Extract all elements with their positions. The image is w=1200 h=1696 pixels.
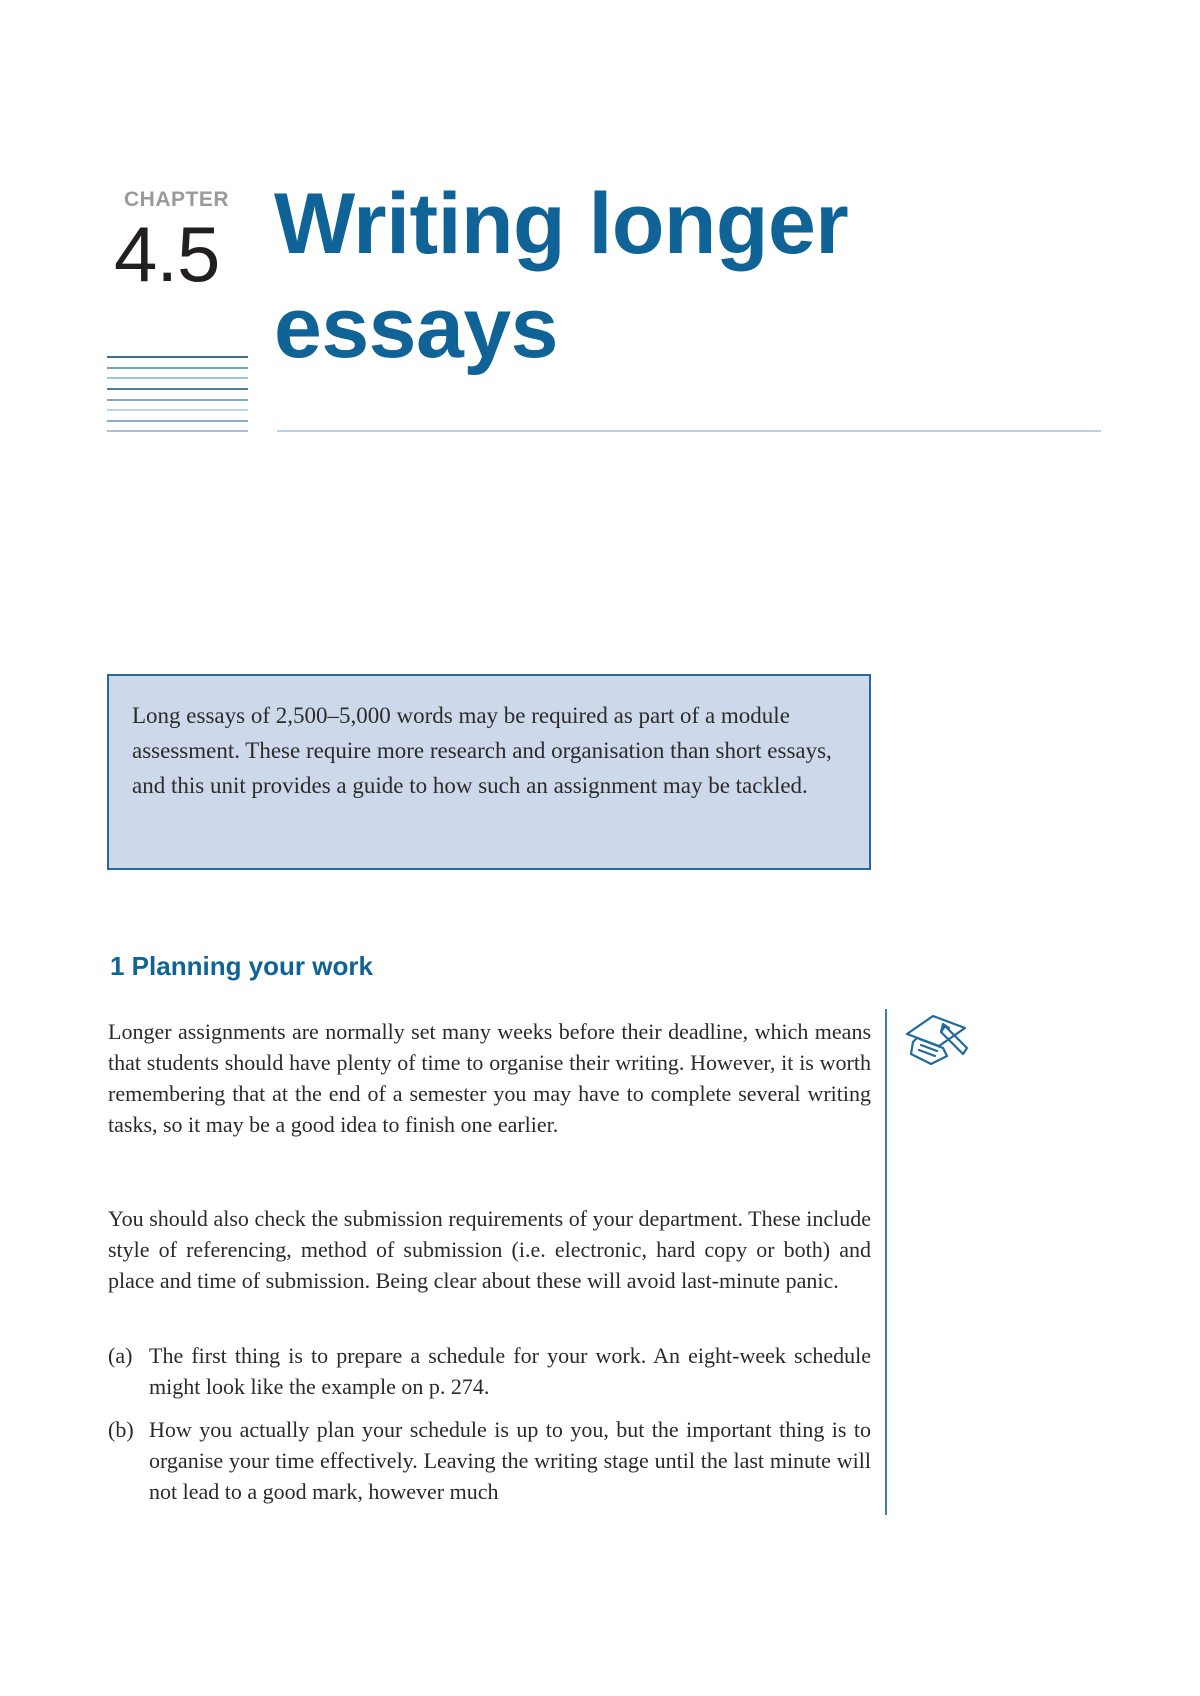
body-paragraph: Longer assignments are normally set many weeks before their deadline, which means that students should have plenty of time to organise their writing. However, it is worth remembering that at the end of a semester you may have to complete several writing tasks, so it may be a good idea to finish one earlier. — [108, 1019, 871, 1137]
list-text: How you actually plan your schedule is up to you, but the important thing is to organise your time effectively. Leaving the writing stage until the last minute will not lead to a good mark, however much — [149, 1417, 871, 1504]
list-item — [108, 1414, 871, 1507]
decorative-line — [107, 356, 248, 358]
chapter-summary-box — [107, 674, 871, 870]
chapter-label: CHAPTER — [124, 188, 230, 211]
margin-rule — [885, 1009, 887, 1515]
decorative-line — [107, 420, 248, 422]
list-text: The first thing is to prepare a schedule for your work. An eight-week schedule might look like the example on p. 274. — [149, 1343, 871, 1399]
body-paragraph: You should also check the submission requirements of your department. These include style of referencing, method of submission (i.e. electronic, hard copy or both) and place and time of submission. Being clear about these will avoid last-minute panic. — [108, 1206, 871, 1293]
list-marker: (b) — [108, 1417, 134, 1442]
section-heading: 1 Planning your work — [110, 951, 373, 981]
decorative-line — [107, 399, 248, 401]
decorative-line — [107, 388, 248, 390]
writing-task-icon — [903, 1010, 973, 1066]
summary-text: Long essays of 2,500–5,000 words may be required as part of a module assessment. These require more research and organisation than short essays, and this unit provides a guide to how such an assignment may be tackled. — [132, 703, 832, 798]
decorative-line — [107, 409, 248, 411]
list-item — [108, 1340, 871, 1402]
decorative-line — [107, 367, 248, 369]
chapter-number: 4.5 — [114, 210, 220, 298]
decorative-line — [107, 430, 248, 432]
title-rule — [277, 430, 1101, 432]
decorative-line — [107, 377, 248, 379]
numbered-list — [108, 1340, 871, 1507]
list-marker: (a) — [108, 1343, 133, 1368]
chapter-title: Writing longer essays — [274, 176, 849, 376]
